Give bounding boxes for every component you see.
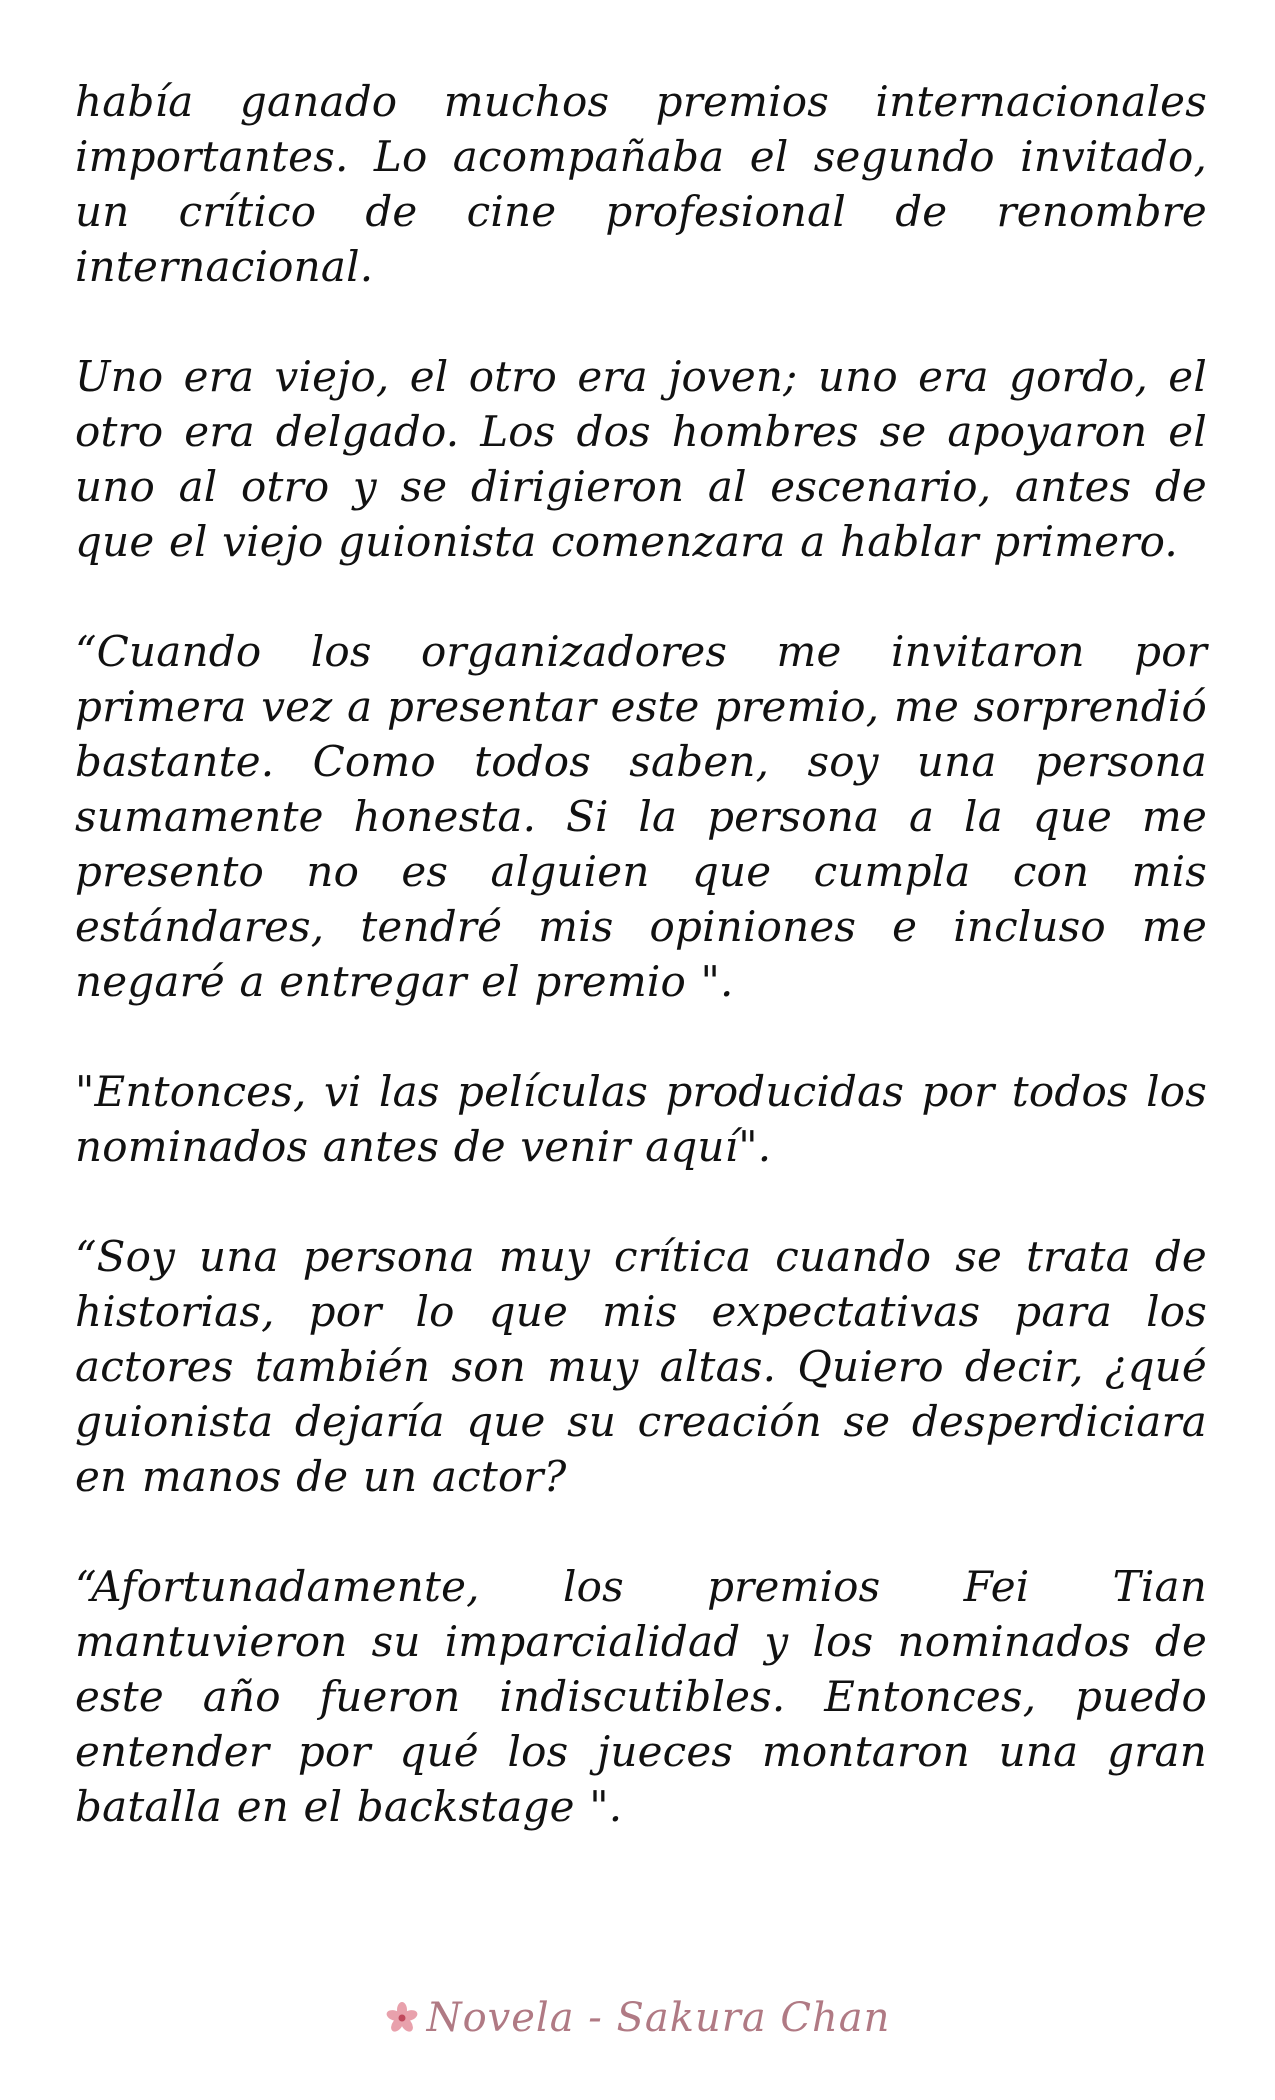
paragraph-1: había ganado muchos premios internacionales importantes. Lo acompañaba el segundo invitado, un crítico de cine profesional de renombre internacional. — [75, 77, 1207, 291]
sakura-blossom-icon — [385, 2001, 419, 2035]
text-column — [75, 74, 1207, 1889]
paragraph-3: “Cuando los organizadores me invitaron por primera vez a presentar este premio, me sorprendió bastante. Como todos saben, soy una persona sumamente honesta. Si la persona a la que me presento no es alguien que cumpla con mis estándares, tendré mis opiniones e incluso me negaré a entregar el premio ". — [75, 627, 1207, 1006]
watermark-text: Novela - Sakura Chan — [426, 1995, 891, 2041]
paragraph-5: “Soy una persona muy crítica cuando se trata de historias, por lo que mis expectativas para los actores también son muy altas. Quiero decir, ¿qué guionista dejaría que su creación se desperdiciara en manos de un actor? — [75, 1232, 1207, 1501]
paragraph-4: "Entonces, vi las películas producidas por todos los nominados antes de venir aquí". — [75, 1067, 1207, 1171]
paragraph-6: “Afortunadamente, los premios Fei Tian mantuvieron su imparcialidad y los nominados de este año fueron indiscutibles. Entonces, puedo entender por qué los jueces montaron una gran batalla en el backstage ". — [75, 1562, 1207, 1831]
watermark — [0, 1988, 1275, 2048]
paragraph-2: Uno era viejo, el otro era joven; uno era gordo, el otro era delgado. Los dos hombres se apoyaron el uno al otro y se dirigieron al escenario, antes de que el viejo guionista comenzara a hablar primero. — [75, 352, 1207, 566]
